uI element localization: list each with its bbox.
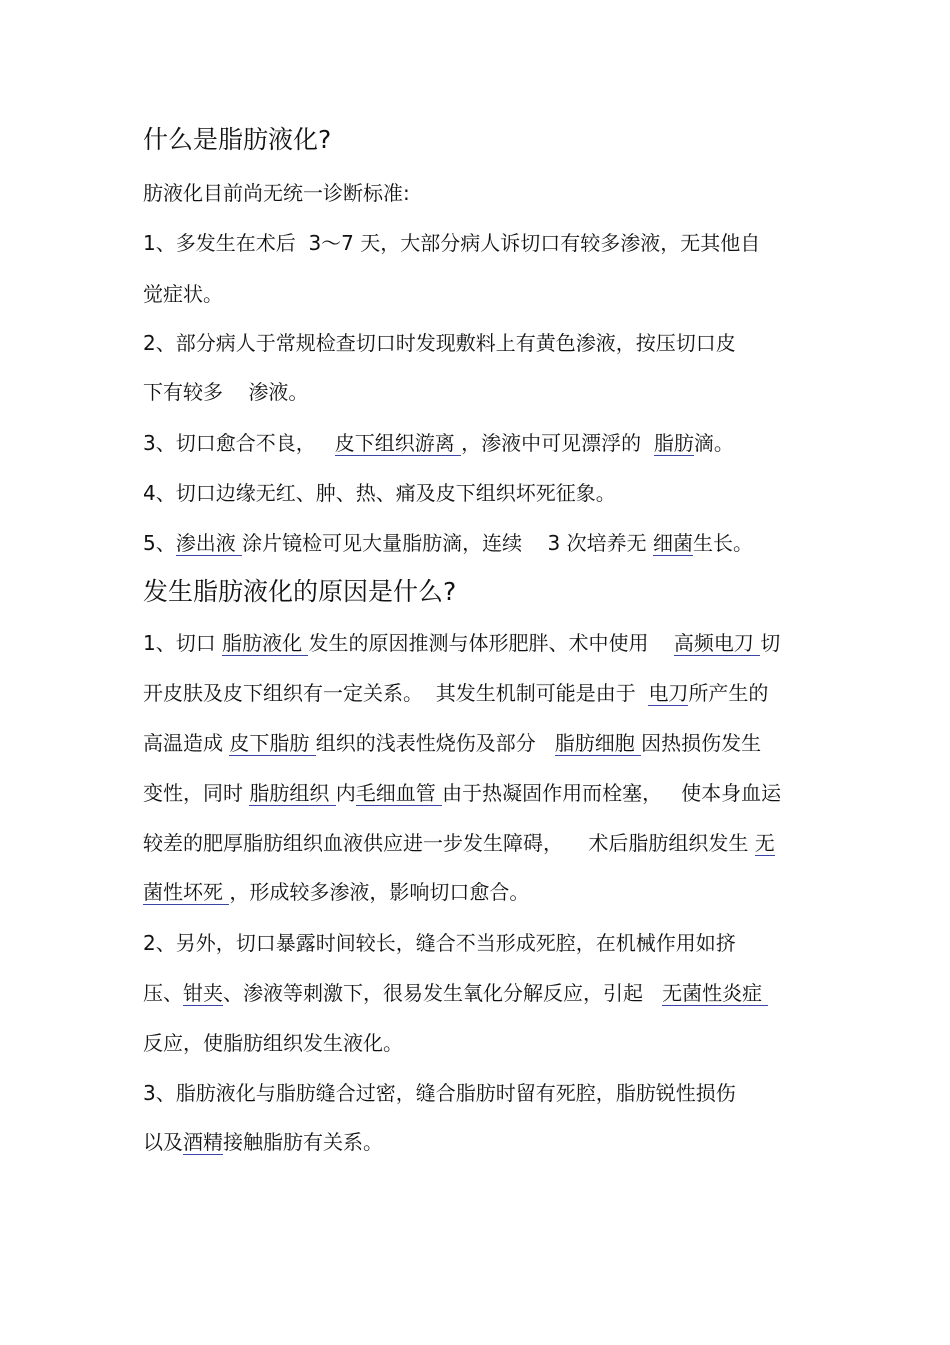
- link-fat-liquefaction[interactable]: 脂肪液化: [222, 631, 309, 655]
- p1-l5-text-a: 较差的肥厚脂肪组织血液供应进一步发生障碍， 术后脂肪组织发生: [143, 831, 755, 855]
- item5-text-a: 5、: [143, 531, 176, 555]
- item2-line1: 2、部分病人于常规检查切口时发现敷料上有黄色渗液，按压切口皮: [143, 331, 736, 355]
- p1-line3: [143, 730, 761, 756]
- p2-line3: 反应，使脂肪组织发生液化。: [143, 1031, 403, 1055]
- intro-text: 肪液化目前尚无统一诊断标准:: [143, 181, 410, 205]
- link-subcutaneous-fat[interactable]: 皮下脂肪: [229, 731, 316, 755]
- p1-line6: [143, 879, 529, 905]
- link-aseptic-necrosis-start[interactable]: 无: [754, 831, 775, 855]
- item4-line: 4、切口边缘无红、肿、热、痛及皮下组织坏死征象。: [143, 481, 616, 505]
- item5-line: [143, 530, 753, 556]
- p1-l1-text-a: 1、切口: [143, 631, 223, 655]
- link-electrotome[interactable]: 电刀: [648, 681, 689, 705]
- p3-line1: 3、脂肪液化与脂肪缝合过密，缝合脂肪时留有死腔，脂肪锐性损伤: [143, 1081, 736, 1105]
- p2-line2: [143, 980, 768, 1006]
- heading-what-is-fat-liquefaction: 什么是脂肪液化?: [143, 125, 332, 154]
- link-alcohol[interactable]: 酒精: [183, 1130, 223, 1154]
- link-clamping[interactable]: 钳夹: [183, 981, 223, 1005]
- item1-line1: 1、多发生在术后 3～7 天，大部分病人诉切口有较多渗液，无其他自: [143, 231, 761, 255]
- p1-l2-text-b: 所产生的: [688, 681, 769, 705]
- p1-l1-text-c: 切: [760, 631, 781, 655]
- link-high-frequency-electrotome[interactable]: 高频电刀: [673, 631, 761, 655]
- link-capillaries[interactable]: 毛细血管: [355, 781, 443, 805]
- link-adipose-tissue[interactable]: 脂肪组织: [249, 781, 336, 805]
- item3-line: [143, 430, 734, 456]
- p2-line1: 2、另外，切口暴露时间较长，缝合不当形成死腔，在机械作用如挤: [143, 931, 736, 955]
- p1-line4: [143, 780, 781, 806]
- p1-l1-text-b: 发生的原因推测与体形肥胖、术中使用: [308, 631, 674, 655]
- heading-causes: 发生脂肪液化的原因是什么?: [143, 577, 457, 606]
- link-bacteria[interactable]: 细菌: [652, 531, 693, 555]
- p2-l2-text-a: 压、: [143, 981, 183, 1005]
- p1-l4-text-b: 内: [335, 781, 356, 805]
- p1-l3-text-a: 高温造成: [143, 731, 230, 755]
- link-aseptic-necrosis-end[interactable]: 菌性坏死: [143, 880, 230, 904]
- p1-line2: [143, 680, 768, 706]
- p1-l4-text-c: 由于热凝固作用而栓塞， 使本身血运: [442, 781, 782, 805]
- p1-l4-text-a: 变性，同时: [143, 781, 250, 805]
- p1-l3-text-b: 组织的浅表性烧伤及部分: [315, 731, 555, 755]
- link-fat-cells[interactable]: 脂肪细胞: [554, 731, 642, 755]
- p1-line5: [143, 830, 775, 856]
- link-aseptic-inflammation[interactable]: 无菌性炎症: [662, 981, 769, 1005]
- p2-l2-text-b: 、渗液等刺激下，很易发生氧化分解反应，引起: [223, 981, 663, 1005]
- item5-text-c: 生长。: [692, 531, 753, 555]
- item1-line2: 觉症状。: [143, 282, 223, 306]
- item2-line2: 下有较多 渗液。: [143, 380, 309, 404]
- link-fat[interactable]: 脂肪: [653, 431, 694, 455]
- link-exudate[interactable]: 渗出液: [175, 531, 243, 555]
- item3-text-b: ，渗液中可见漂浮的: [461, 431, 654, 455]
- p1-line1: [143, 630, 780, 656]
- p3-l2-text-b: 接触脂肪有关系。: [223, 1130, 383, 1154]
- p3-l2-text-a: 以及: [143, 1130, 183, 1154]
- p1-l3-text-c: 因热损伤发生: [641, 731, 762, 755]
- p1-l6-text-b: ，形成较多渗液，影响切口愈合。: [229, 880, 530, 904]
- item3-text-c: 滴。: [693, 431, 734, 455]
- item5-text-b: 涂片镜检可见大量脂肪滴，连续 3 次培养无: [242, 531, 653, 555]
- link-subcutaneous-tissue-separation[interactable]: 皮下组织游离: [334, 431, 462, 455]
- p1-l2-text-a: 开皮肤及皮下组织有一定关系。 其发生机制可能是由于: [143, 681, 649, 705]
- p3-line2: [143, 1129, 383, 1155]
- item3-text-a: 3、切口愈合不良，: [143, 431, 335, 455]
